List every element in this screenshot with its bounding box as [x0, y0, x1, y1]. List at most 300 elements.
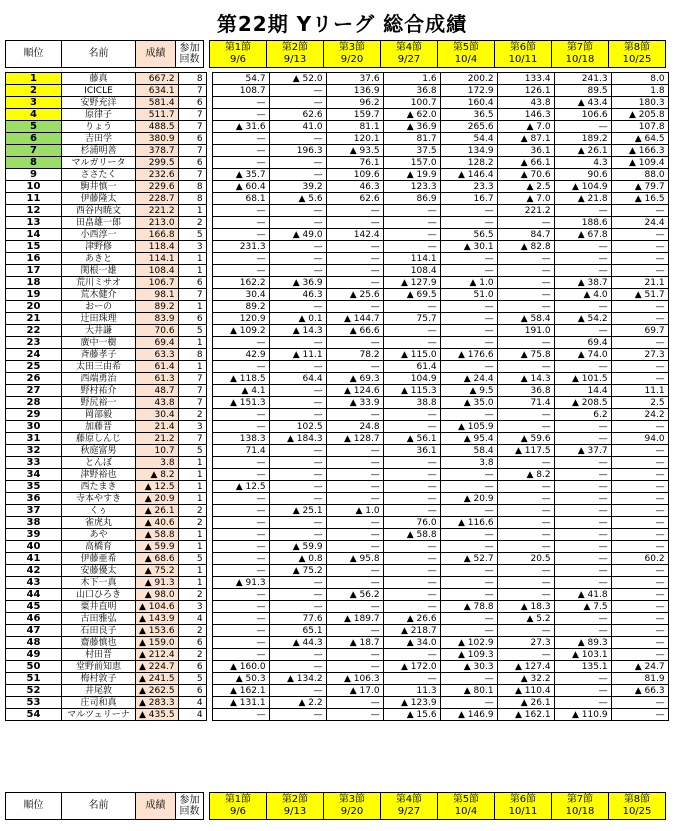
rank-cell: 1: [6, 73, 62, 85]
count-cell: 1: [178, 529, 206, 541]
round-score-cell: 20.5: [497, 553, 554, 565]
name-cell: 野村祐介: [62, 385, 136, 397]
round-score-cell: 54.7: [212, 73, 269, 85]
round-score-cell: —: [383, 457, 440, 469]
round-score-cell: 1.8: [611, 85, 668, 97]
name-cell: 井尾敦: [62, 685, 136, 697]
score-cell: 69.4: [136, 337, 179, 349]
score-cell: 83.9: [136, 313, 179, 325]
rank-cell: 52: [6, 685, 62, 697]
rank-cell: 9: [6, 169, 62, 181]
round-score-cell: —: [554, 301, 611, 313]
round-score-cell: ▲ 5.6: [269, 193, 326, 205]
count-cell: 5: [178, 325, 206, 337]
score-cell: ▲ 12.5: [136, 481, 179, 493]
round-score-cell: 96.2: [326, 97, 383, 109]
round-score-cell: ▲ 109.2: [212, 325, 269, 337]
rank-cell: 43: [6, 577, 62, 589]
score-cell: 380.9: [136, 133, 179, 145]
count-cell: 2: [178, 409, 206, 421]
round-score-cell: —: [269, 445, 326, 457]
round-score-cell: ▲ 64.5: [611, 133, 668, 145]
round-score-cell: 46.3: [269, 289, 326, 301]
round-score-cell: —: [212, 493, 269, 505]
rank-cell: 35: [6, 481, 62, 493]
round-score-cell: —: [269, 685, 326, 697]
round-score-cell: 75.7: [383, 313, 440, 325]
rank-cell: 16: [6, 253, 62, 265]
round-score-cell: —: [383, 541, 440, 553]
round-score-cell: —: [440, 589, 497, 601]
round-score-cell: 37.5: [383, 145, 440, 157]
table-row: [6, 649, 669, 661]
round-date: 10/11: [508, 54, 538, 65]
round-score-cell: 61.4: [383, 361, 440, 373]
round-score-cell: —: [383, 565, 440, 577]
round-score-cell: 21.1: [611, 277, 668, 289]
round-label: 第6節: [509, 794, 537, 805]
round-score-cell: —: [269, 217, 326, 229]
round-score-cell: 120.1: [326, 133, 383, 145]
round-score-cell: ▲ 162.1: [497, 709, 554, 721]
round-score-cell: —: [611, 337, 668, 349]
round-score-cell: —: [269, 205, 326, 217]
table-row: [6, 349, 669, 361]
round-score-cell: —: [269, 157, 326, 169]
round-score-cell: —: [440, 625, 497, 637]
name-cell: 岡部毅: [62, 409, 136, 421]
count-cell: 3: [178, 241, 206, 253]
round-score-cell: 231.3: [212, 241, 269, 253]
count-cell: 8: [178, 181, 206, 193]
rank-cell: 18: [6, 277, 62, 289]
name-cell: 関根一雄: [62, 265, 136, 277]
count-cell: 1: [178, 253, 206, 265]
score-cell: 634.1: [136, 85, 179, 97]
round-date: 9/13: [283, 806, 307, 817]
score-cell: ▲ 20.9: [136, 493, 179, 505]
rank-header: 順位: [6, 793, 62, 820]
round-score-cell: —: [554, 577, 611, 589]
round-score-cell: ▲ 4.0: [554, 289, 611, 301]
round-score-cell: ▲ 60.4: [212, 181, 269, 193]
score-cell: 232.6: [136, 169, 179, 181]
rank-cell: 32: [6, 445, 62, 457]
round-header-2: [267, 793, 324, 820]
round-score-cell: ▲ 14.3: [497, 373, 554, 385]
count-cell: 4: [178, 697, 206, 709]
round-header-4: [381, 41, 438, 68]
name-cell: りょう: [62, 121, 136, 133]
round-score-cell: —: [383, 325, 440, 337]
count-cell: 5: [178, 673, 206, 685]
round-score-cell: 81.9: [611, 673, 668, 685]
score-cell: 21.4: [136, 421, 179, 433]
round-score-cell: 159.7: [326, 109, 383, 121]
rank-cell: 19: [6, 289, 62, 301]
round-score-cell: 94.0: [611, 433, 668, 445]
round-score-cell: —: [440, 325, 497, 337]
round-score-cell: ▲ 110.4: [497, 685, 554, 697]
round-score-cell: 138.3: [212, 433, 269, 445]
round-score-cell: —: [326, 241, 383, 253]
round-date: 9/6: [229, 806, 247, 817]
round-score-cell: —: [269, 361, 326, 373]
round-score-cell: —: [269, 481, 326, 493]
table-row: [6, 109, 669, 121]
round-score-cell: —: [611, 469, 668, 481]
round-score-cell: ▲ 79.7: [611, 181, 668, 193]
round-score-cell: ▲ 25.1: [269, 505, 326, 517]
round-score-cell: ▲ 7.0: [497, 193, 554, 205]
name-cell: 杉浦明善: [62, 145, 136, 157]
round-score-cell: —: [611, 649, 668, 661]
rank-cell: 31: [6, 433, 62, 445]
name-cell: 伊藤隆太: [62, 193, 136, 205]
rank-cell: 2: [6, 85, 62, 97]
name-cell: 齋藤慎也: [62, 637, 136, 649]
name-cell: 高橋育: [62, 541, 136, 553]
round-score-cell: —: [497, 337, 554, 349]
rank-cell: 7: [6, 145, 62, 157]
count-cell: 7: [178, 121, 206, 133]
round-score-cell: ▲ 75.8: [497, 349, 554, 361]
round-score-cell: —: [440, 613, 497, 625]
round-score-cell: ▲ 0.1: [269, 313, 326, 325]
played-header-line1: 参加: [179, 795, 200, 806]
score-cell: 118.4: [136, 241, 179, 253]
round-score-cell: —: [497, 493, 554, 505]
round-score-cell: ▲ 127.4: [497, 661, 554, 673]
name-cell: 津野修: [62, 241, 136, 253]
round-score-cell: 27.3: [497, 637, 554, 649]
round-score-cell: —: [611, 625, 668, 637]
round-score-cell: —: [269, 397, 326, 409]
round-score-cell: 76.1: [326, 157, 383, 169]
round-score-cell: —: [212, 157, 269, 169]
round-score-cell: 180.3: [611, 97, 668, 109]
round-score-cell: ▲ 69.3: [326, 373, 383, 385]
round-label: 第1節: [224, 42, 252, 53]
round-score-cell: ▲ 59.9: [269, 541, 326, 553]
round-score-cell: —: [440, 337, 497, 349]
table-row: [6, 313, 669, 325]
round-score-cell: —: [497, 625, 554, 637]
round-score-cell: —: [326, 265, 383, 277]
round-score-cell: 62.6: [326, 193, 383, 205]
count-cell: 1: [178, 481, 206, 493]
round-score-cell: —: [326, 649, 383, 661]
round-score-cell: —: [212, 589, 269, 601]
round-score-cell: —: [611, 613, 668, 625]
round-score-cell: 27.3: [611, 349, 668, 361]
count-cell: 2: [178, 625, 206, 637]
round-score-cell: 4.3: [554, 157, 611, 169]
count-cell: 8: [178, 73, 206, 85]
round-score-cell: 108.7: [212, 85, 269, 97]
table-row: [6, 361, 669, 373]
score-cell: ▲ 153.6: [136, 625, 179, 637]
round-score-cell: —: [440, 253, 497, 265]
table-row: [6, 553, 669, 565]
count-cell: 3: [178, 421, 206, 433]
name-cell: 西たまき: [62, 481, 136, 493]
score-cell: ▲ 98.0: [136, 589, 179, 601]
round-score-cell: —: [383, 493, 440, 505]
round-score-cell: ▲ 128.7: [326, 433, 383, 445]
table-row: [6, 481, 669, 493]
round-score-cell: —: [269, 517, 326, 529]
score-cell: 21.2: [136, 433, 179, 445]
round-score-cell: —: [326, 457, 383, 469]
round-score-cell: ▲ 41.8: [554, 589, 611, 601]
count-cell: 1: [178, 361, 206, 373]
table-row: [6, 541, 669, 553]
count-cell: 7: [178, 145, 206, 157]
name-cell: あや: [62, 529, 136, 541]
round-score-cell: —: [611, 577, 668, 589]
score-cell: 98.1: [136, 289, 179, 301]
table-row: [6, 157, 669, 169]
round-score-cell: —: [497, 565, 554, 577]
round-score-cell: 134.9: [440, 145, 497, 157]
rank-cell: 11: [6, 193, 62, 205]
round-score-cell: 39.2: [269, 181, 326, 193]
round-score-cell: ▲ 51.7: [611, 289, 668, 301]
score-cell: 378.7: [136, 145, 179, 157]
rank-cell: 25: [6, 361, 62, 373]
round-score-cell: ▲ 189.7: [326, 613, 383, 625]
rank-cell: 47: [6, 625, 62, 637]
round-score-cell: ▲ 36.9: [383, 121, 440, 133]
round-score-cell: —: [269, 241, 326, 253]
name-cell: くぅ: [62, 505, 136, 517]
rank-cell: 49: [6, 649, 62, 661]
round-score-cell: —: [326, 697, 383, 709]
score-cell: ▲ 68.6: [136, 553, 179, 565]
round-score-cell: ▲ 2.2: [269, 697, 326, 709]
round-score-cell: 60.2: [611, 553, 668, 565]
round-score-cell: —: [383, 421, 440, 433]
name-cell: 田畠雄一郎: [62, 217, 136, 229]
round-score-cell: 37.6: [326, 73, 383, 85]
round-score-cell: 123.3: [383, 181, 440, 193]
round-date: 10/25: [622, 54, 652, 65]
round-score-cell: —: [326, 709, 383, 721]
round-label: 第7節: [566, 42, 594, 53]
round-score-cell: —: [212, 649, 269, 661]
round-score-cell: —: [440, 205, 497, 217]
round-score-cell: ▲ 20.9: [440, 493, 497, 505]
count-cell: 7: [178, 397, 206, 409]
round-score-cell: 241.3: [554, 73, 611, 85]
round-score-cell: ▲ 58.8: [383, 529, 440, 541]
round-score-cell: —: [611, 205, 668, 217]
round-score-cell: —: [554, 685, 611, 697]
table-row: [6, 241, 669, 253]
score-cell: ▲ 8.2: [136, 469, 179, 481]
round-score-cell: ▲ 66.6: [326, 325, 383, 337]
round-score-cell: ▲ 123.9: [383, 697, 440, 709]
round-score-cell: ▲ 146.9: [440, 709, 497, 721]
round-score-cell: —: [554, 517, 611, 529]
round-score-cell: —: [497, 301, 554, 313]
name-cell: 安野充洋: [62, 97, 136, 109]
round-score-cell: —: [212, 709, 269, 721]
round-score-cell: —: [326, 469, 383, 481]
round-score-cell: 38.8: [383, 397, 440, 409]
name-cell: 西谷内暁文: [62, 205, 136, 217]
round-score-cell: 69.4: [554, 337, 611, 349]
score-cell: ▲ 212.4: [136, 649, 179, 661]
round-score-cell: —: [554, 241, 611, 253]
round-score-cell: —: [497, 649, 554, 661]
rank-cell: 51: [6, 673, 62, 685]
round-score-cell: ▲ 18.3: [497, 601, 554, 613]
round-score-cell: ▲ 95.4: [440, 433, 497, 445]
round-score-cell: —: [326, 529, 383, 541]
round-score-cell: —: [269, 661, 326, 673]
table-row: [6, 577, 669, 589]
round-score-cell: 71.4: [497, 397, 554, 409]
round-score-cell: ▲ 124.6: [326, 385, 383, 397]
name-cell: 加藤晋: [62, 421, 136, 433]
round-score-cell: —: [212, 421, 269, 433]
round-score-cell: ▲ 127.9: [383, 277, 440, 289]
count-cell: 6: [178, 637, 206, 649]
count-cell: 5: [178, 553, 206, 565]
round-date: 10/25: [622, 806, 652, 817]
round-score-cell: 30.4: [212, 289, 269, 301]
round-score-cell: —: [212, 541, 269, 553]
round-score-cell: —: [554, 529, 611, 541]
round-score-cell: ▲ 34.0: [383, 637, 440, 649]
round-score-cell: ▲ 69.5: [383, 289, 440, 301]
rank-cell: 46: [6, 613, 62, 625]
name-cell: 山口ひろき: [62, 589, 136, 601]
round-score-cell: —: [497, 481, 554, 493]
round-score-cell: ▲ 0.8: [269, 553, 326, 565]
count-cell: 1: [178, 469, 206, 481]
round-score-cell: 100.7: [383, 97, 440, 109]
rank-cell: 34: [6, 469, 62, 481]
round-score-cell: 106.6: [554, 109, 611, 121]
name-cell: 古田雅弘: [62, 613, 136, 625]
round-score-cell: —: [497, 265, 554, 277]
played-header-line2: 回数: [179, 54, 200, 65]
round-score-cell: ▲ 19.9: [383, 169, 440, 181]
round-score-cell: —: [326, 301, 383, 313]
score-cell: 114.1: [136, 253, 179, 265]
round-score-cell: —: [269, 97, 326, 109]
rank-cell: 45: [6, 601, 62, 613]
round-score-cell: 146.3: [497, 109, 554, 121]
count-cell: 7: [178, 433, 206, 445]
round-score-cell: —: [554, 421, 611, 433]
table-row: [6, 85, 669, 97]
round-score-cell: —: [554, 697, 611, 709]
round-score-cell: —: [269, 493, 326, 505]
round-score-cell: —: [326, 577, 383, 589]
score-header: 成績: [136, 41, 176, 68]
round-score-cell: —: [497, 217, 554, 229]
count-cell: 6: [178, 313, 206, 325]
score-cell: 43.8: [136, 397, 179, 409]
round-score-cell: —: [326, 493, 383, 505]
round-score-cell: —: [383, 229, 440, 241]
standings-footer-header: [5, 792, 666, 820]
round-label: 第4節: [395, 794, 423, 805]
score-cell: ▲ 435.5: [136, 709, 179, 721]
table-row: [6, 589, 669, 601]
round-score-cell: —: [440, 217, 497, 229]
name-cell: 庄司和真: [62, 697, 136, 709]
round-score-cell: ▲ 89.3: [554, 637, 611, 649]
round-score-cell: ▲ 5.2: [497, 613, 554, 625]
round-score-cell: —: [611, 493, 668, 505]
round-score-cell: 65.1: [269, 625, 326, 637]
score-cell: ▲ 75.2: [136, 565, 179, 577]
round-date: 9/6: [229, 54, 247, 65]
rank-cell: 50: [6, 661, 62, 673]
count-cell: 5: [178, 229, 206, 241]
name-cell: 秋庭富男: [62, 445, 136, 457]
round-score-cell: 188.6: [554, 217, 611, 229]
round-label: 第2節: [281, 794, 309, 805]
page-title: 第22期 Yリーグ 総合成績: [216, 12, 468, 36]
name-cell: 西端勇治: [62, 373, 136, 385]
table-row: [6, 385, 669, 397]
round-score-cell: ▲ 205.8: [611, 109, 668, 121]
rank-cell: 41: [6, 553, 62, 565]
table-row: [6, 373, 669, 385]
table-row: [6, 145, 669, 157]
rank-cell: 8: [6, 157, 62, 169]
rank-cell: 20: [6, 301, 62, 313]
count-cell: 8: [178, 349, 206, 361]
round-score-cell: —: [611, 601, 668, 613]
round-score-cell: ▲ 1.0: [440, 277, 497, 289]
round-score-cell: —: [269, 649, 326, 661]
count-cell: 7: [178, 373, 206, 385]
count-cell: 7: [178, 385, 206, 397]
rank-cell: 13: [6, 217, 62, 229]
round-score-cell: —: [212, 253, 269, 265]
score-cell: 299.5: [136, 157, 179, 169]
round-score-cell: —: [383, 577, 440, 589]
round-score-cell: —: [611, 589, 668, 601]
table-row: [6, 169, 669, 181]
count-cell: 7: [178, 169, 206, 181]
rank-cell: 22: [6, 325, 62, 337]
round-score-cell: ▲ 16.5: [611, 193, 668, 205]
round-score-cell: ▲ 75.2: [269, 565, 326, 577]
round-score-cell: —: [383, 469, 440, 481]
round-score-cell: ▲ 30.1: [440, 241, 497, 253]
name-header: 名前: [62, 41, 136, 68]
score-cell: 61.4: [136, 361, 179, 373]
round-score-cell: ▲ 8.2: [497, 469, 554, 481]
round-score-cell: 189.2: [554, 133, 611, 145]
round-score-cell: —: [212, 625, 269, 637]
round-score-cell: —: [383, 301, 440, 313]
count-cell: 7: [178, 85, 206, 97]
played-header: [176, 41, 204, 68]
count-cell: 1: [178, 337, 206, 349]
round-score-cell: —: [611, 697, 668, 709]
round-date: 10/4: [454, 54, 478, 65]
round-score-cell: —: [269, 589, 326, 601]
